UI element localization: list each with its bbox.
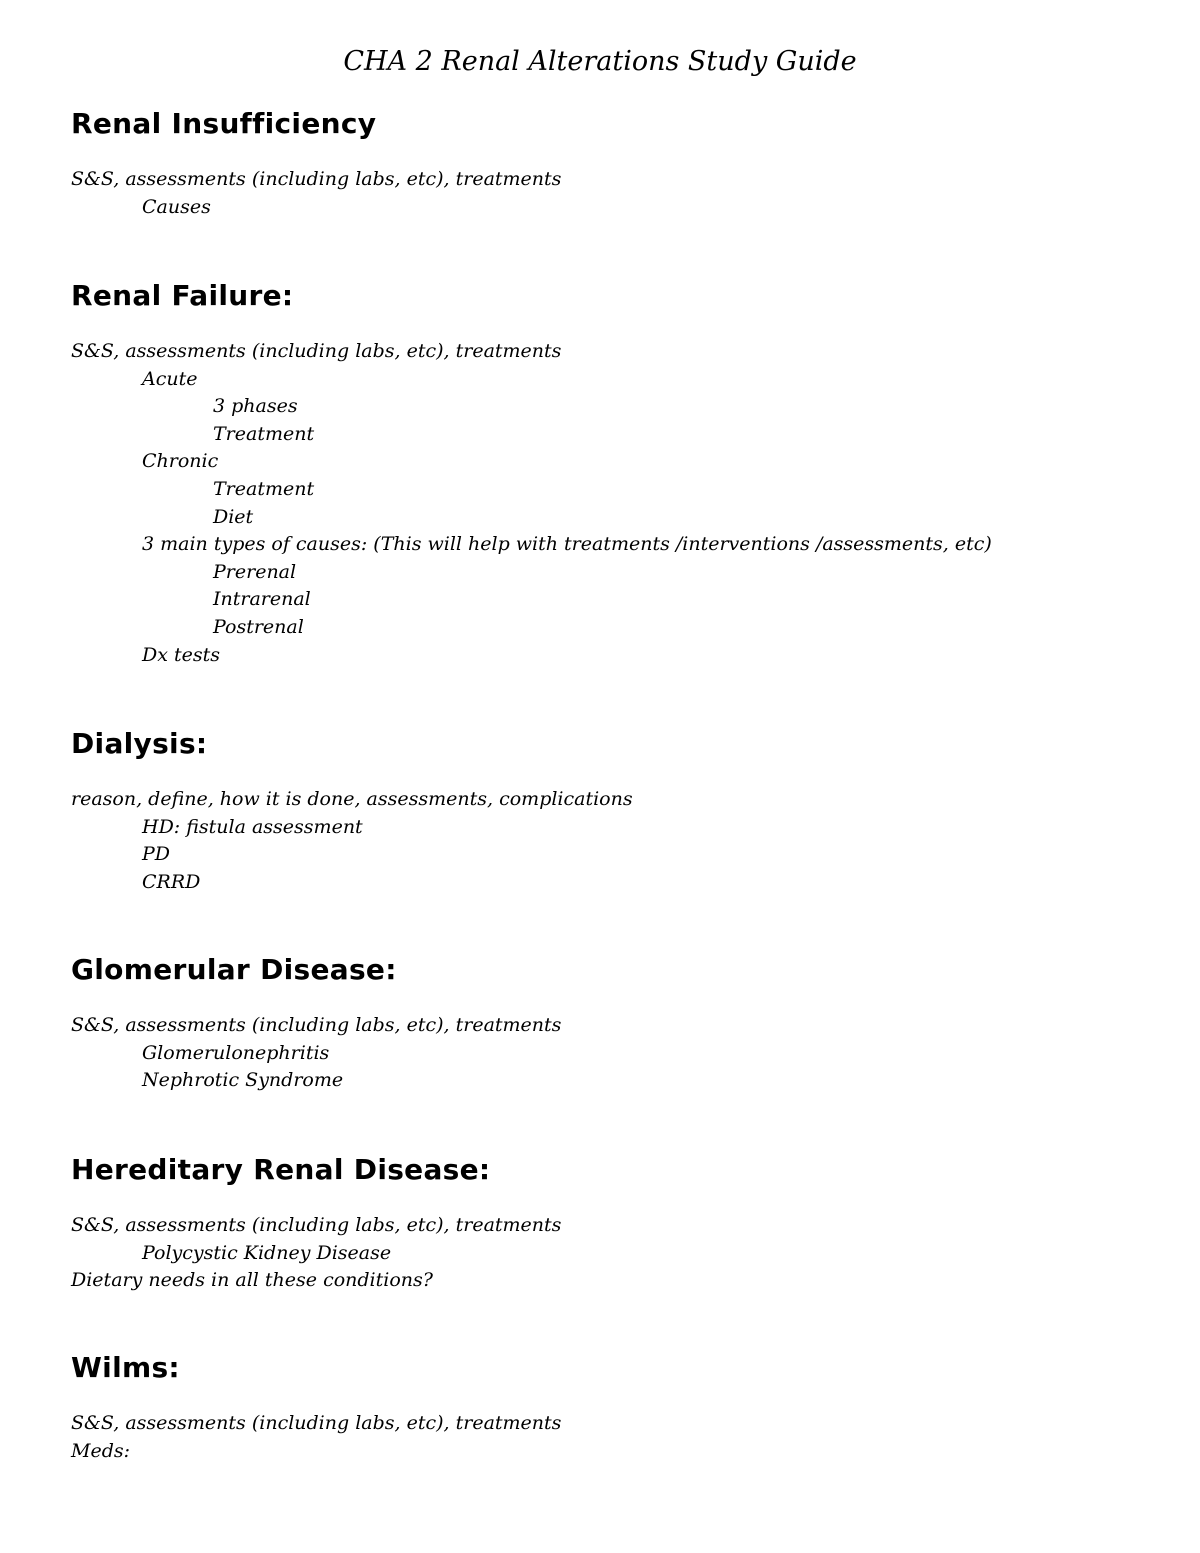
- section-wilms: [71, 1348, 1151, 1465]
- section-heading: Renal Failure:: [71, 279, 294, 312]
- outline-line: Causes: [142, 195, 211, 218]
- outline-line: Diet: [213, 505, 254, 528]
- section-lines: [71, 1212, 1151, 1295]
- section-lines: [71, 166, 1151, 221]
- section-lines: [71, 1410, 1151, 1465]
- outline-line: CRRD: [142, 870, 201, 893]
- outline-line: Nephrotic Syndrome: [142, 1069, 344, 1092]
- outline-line: S&S, assessments (including labs, etc), treatments: [71, 1214, 562, 1236]
- outline-line: Treatment: [213, 477, 315, 500]
- outline-line: PD: [142, 843, 171, 866]
- section-lines: [71, 338, 1151, 669]
- section-heading: Dialysis:: [71, 727, 208, 760]
- document-title: CHA 2 Renal Alterations Study Guide: [343, 46, 857, 77]
- outline-line: reason, define, how it is done, assessments, complications: [71, 788, 633, 810]
- outline-line: Chronic: [142, 450, 219, 473]
- outline-line: Acute: [142, 367, 198, 390]
- outline-line: 3 main types of causes: (This will help with treatments /interventions /assessments, etc): [142, 533, 992, 556]
- outline-line: S&S, assessments (including labs, etc), treatments: [71, 340, 562, 362]
- section-heading: Wilms:: [71, 1351, 180, 1384]
- outline-line: Dietary needs in all these conditions?: [71, 1269, 433, 1292]
- section-renal-failure: [71, 276, 1151, 669]
- outline-line: Prerenal: [213, 560, 297, 583]
- section-heading: Renal Insufficiency: [71, 107, 377, 140]
- outline-line: 3 phases: [213, 395, 298, 418]
- outline-line: HD: fistula assessment: [142, 815, 363, 838]
- section-glomerular-disease: [71, 950, 1151, 1095]
- outline-line: Intrarenal: [213, 588, 311, 611]
- section-hereditary-renal-disease: [71, 1150, 1151, 1295]
- outline-line: S&S, assessments (including labs, etc), treatments: [71, 1412, 562, 1434]
- section-dialysis: [71, 724, 1151, 896]
- section-heading: Glomerular Disease:: [71, 953, 397, 986]
- section-heading: Hereditary Renal Disease:: [71, 1153, 491, 1186]
- outline-line: Treatment: [213, 422, 315, 445]
- section-lines: [71, 1012, 1151, 1095]
- outline-line: Glomerulonephritis: [142, 1041, 330, 1064]
- outline-line: Postrenal: [213, 615, 304, 638]
- section-renal-insufficiency: [71, 104, 1151, 221]
- outline-line: Polycystic Kidney Disease: [142, 1241, 392, 1264]
- outline-line: S&S, assessments (including labs, etc), treatments: [71, 168, 562, 190]
- outline-line: S&S, assessments (including labs, etc), treatments: [71, 1014, 562, 1036]
- outline-line: Dx tests: [142, 643, 221, 666]
- section-lines: [71, 786, 1151, 896]
- outline-line: Meds:: [71, 1439, 131, 1462]
